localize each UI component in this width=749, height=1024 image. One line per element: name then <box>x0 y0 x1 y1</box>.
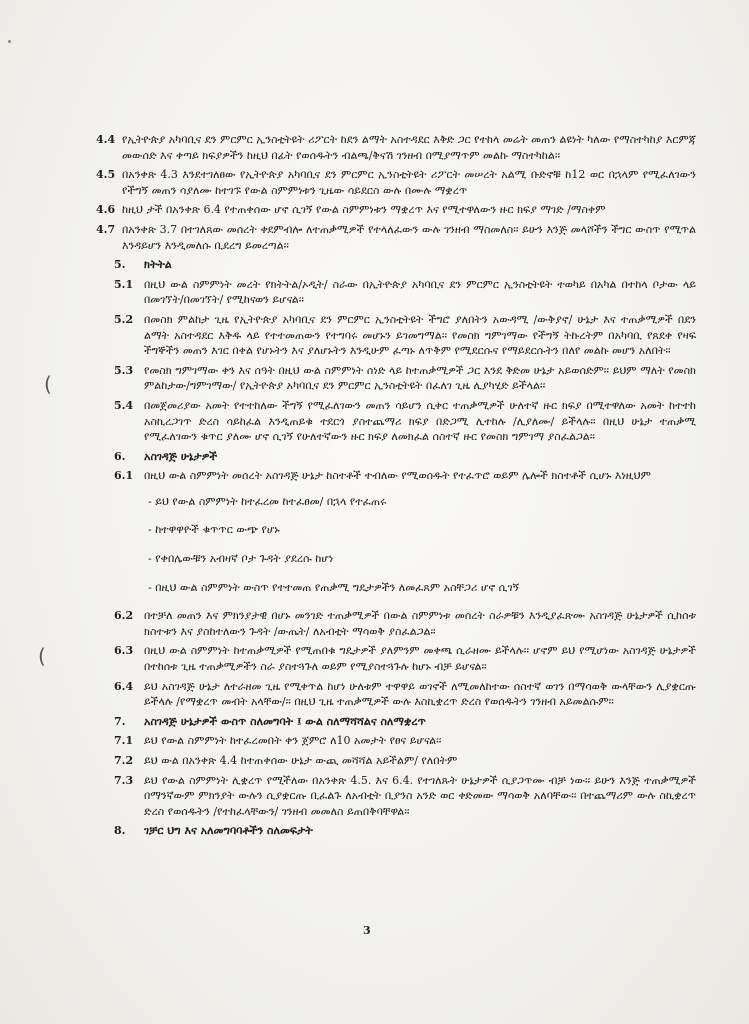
clause-4-5 <box>96 167 696 198</box>
page-number: 3 <box>363 924 371 937</box>
clause-text: ይህ ውል በአንቀጽ 4.4 ከተጠቀሰው ሁኔታ ውጪ መሻሻል አይችልም/ የለበትም <box>144 754 458 767</box>
clause-text: በመጀመሪያው አመት የተተከለው ችግኝ የሚፈለገውን መጠን ሳይሆን ሲቀር ተጠቃሚዎች ሁለተኛ ዙር ክፍያ በሚተዋለው አመት ከተተከ አስኪረጋገጥ ድረስ ሳይከፈል እንዲጠይቁ ተደርጎ ያስተጨማሪ ክፍያ በድጋሚ ሊተከሉ /ሊያለሙ/ ይችላሉ፡፡ በዚህ ሁኔታ ተጠቃሚ የሚፈለገውን ቁጥር ያለሙ ሆኖ ሲገኝ የሁለተኛውን ዙር ክፍያ ለመክፈል ሰስተኛ ዙር የመስክ ግምገማ ያስፈልጋል፡፡ <box>144 398 696 444</box>
clause-6 <box>96 449 696 465</box>
clause-text: ይህ የውል ስምምነት ሊቋረጥ የሚችለው በአንቀጽ 4.5. እና 6.4. የተገለጹት ሁኔታዎች ሲያጋጥሙ ብቻ ነው፡፡ ይሁን እንጅ ተጠቃሚዎች በማንኛውም ምክንያት ውሉን ሲያቋርጡ ቢፈልጉ ለአብቲት ቢያንስ አንድ ወር ቀድመው ማሳወቅ አለባቸው፡፡ በተጨማሪም ውሉ ስኪቋረጥ ድረስ የወሰዱትን /የተከፈላቸውን/ ገንዘብ መመለስ ይጠበቅባቸዋል፡፡ <box>144 773 696 818</box>
clause-6-3 <box>96 643 696 674</box>
clause-text: ክትትል <box>144 258 172 272</box>
scan-speck <box>8 40 11 43</box>
clause-text: ይህ የውል ስምምነት ከተፈረመበት ቀን ጀምሮ ለ10 አመታት የፀና ይሆናል፡፡ <box>144 734 442 748</box>
clause-text: በዚህ ውል ስምምነት መሰረት አስገዳጅ ሁኔታ ከስተቶች ተብለው የሚወሰዱት የተፈጥሮ ወይም ሌሎች ክስተቶች ሲሆኑ እነዚህም <box>144 469 651 483</box>
clause-7 <box>96 714 696 730</box>
clause-number: 4.4 <box>96 133 116 146</box>
clause-5 <box>96 257 696 273</box>
clause-text: በመስክ ምልከታ ጊዜ የኢትዮጵያ አካባቢና ደን ምርምር ኢንስቲትዩት ችግሮ ያለበትን አውዳሚ /ውቅያኖ/ ሁኔታ እና ተጠቃሚዎች በደን ልማት አስተዳደር እቅዱ ላይ የተተመጠውን የተግባሩ መሆኑን ይገመግማል፡፡ የመስክ ግምገማው የችግኝ ትኩረትም በአካባቢ የጸደቀ የዛፍ ችግኞችን መጠን እገር በቀል የሆኑትን እና ያለሆኑትን እንዲሁም ፈጣኑ ለጥቅም የሚደርሱና የማይደርሱትን በለየ መልኩ መሆን አለበት፡፡ <box>144 312 696 358</box>
clause-text: ይህ አስገዳጅ ሁኔታ ለተራዘመ ጊዜ የሚቀጥል ከሆነ ሁለቱም ተዋዋይ ወገኖች ለሚመለከተው ሰስተኛ ወገን በማሳወቅ ውላቸውን ሊያቋርጡ ይችላሉ /የማቋረጥ መብት አላቸው/፡፡ በዚህ ጊዜ ተጠቃሚዎች ውሉ እስኪቋረጥ ድረስ የወሰዱትን ገንዘብ አይመልሱም፡፡ <box>144 679 696 709</box>
clause-7-2 <box>96 753 696 769</box>
clause-text: የመስክ ግምገማው ቀን እና ሰዓት በዚህ ውል ስምምነት ሰነድ ላይ ከተጠቃሚዎች ጋር እንደ ቅድመ ሁኔታ አይወሰድም፡፡ ይህም ማለት የመስክ ምልከታው/ግምገማው/ የኢትዮጵያ አካባቢና ደን ምርምር ኢንስቲትዩት በፈለገ ጊዜ ሊያካሂድ ይችላል፡፡ <box>144 363 696 393</box>
clause-7-3 <box>96 773 696 820</box>
clause-5-2 <box>96 312 696 359</box>
margin-mark-2: ( <box>38 644 46 668</box>
clause-5-1 <box>96 277 696 308</box>
document-body <box>96 132 696 843</box>
clause-number: 6.2 <box>114 609 134 623</box>
clause-text: በአንቀጽ 3.7 በተገለጸው መሰረት ቀደምብሎ ለተጠቃሚዎች የተላለፈውን ውሉ ገንዘብ ማስመለስ፡፡ ይሁን እንጅ መላሾችን ችግር ውስጥ የሚጥል እንዳይሆን እንዲመለሱ ቢደረግ ይመረጣል፡፡ <box>122 222 696 252</box>
clause-4-7 <box>96 222 696 253</box>
clause-number: 4.6 <box>96 203 116 217</box>
clause-number: 6. <box>114 449 126 463</box>
clause-text: በዚህ ውል ስምምነት መረት የክትትል/ኦዲት/ ስራው በኢትዮጵያ አካባቢና ደን ምርምር ኢንስቲትዩት ተወካይ በአካል በተከላ ቦታው ላይ በመገኘት/በመገኘት/ የሚከናወን ይሆናል፡፡ <box>144 277 696 307</box>
clause-6-2 <box>96 608 696 639</box>
clause-number: 5.2 <box>114 312 134 326</box>
clause-text: የኢትዮጵያ አካባቢና ደን ምርምር ኢንስቲትዩት ሪፖርት ከደን ልማት አስተዳደር እቅድ ጋር የተከላ መሬት መጠን ልዩነት ካለው የማስተካከያ እርምጃ መውሰድ እና ቀጣይ ክፍያዎችን ከዚህ በፊት የወሰዱትን ብልጫ/ቅናሽ ገንዘብ በሚያማጥም መልኩ ማስተካከል፡፡ <box>122 133 696 162</box>
bullet-item: - የቀበሌውቹን አብዛኛ ቦታ ጉዳት ያደረሱ ከሆነ <box>148 552 334 566</box>
clause-number: 8. <box>114 824 126 838</box>
bullet-item: - በዚህ ውል ስምምነት ውስጥ የተተመጠ የጠቃሚ ግዴታዎችን ለመፈጸም አስቸጋሪ ሆኖ ሲገኝ <box>148 580 520 594</box>
clause-8 <box>96 823 696 839</box>
clause-number: 5.3 <box>114 363 134 377</box>
clause-number: 6.1 <box>114 469 134 483</box>
clause-6-4 <box>96 679 696 710</box>
clause-number: 5.4 <box>114 398 134 412</box>
clause-7-1 <box>96 733 696 749</box>
clause-number: 5.1 <box>114 277 134 291</box>
clause-text: አስገዳጅ ሁኔታዎች ውስጥ ስለመግባት ፤ ውል ስለማሻሻልና ስለማቋረጥ <box>144 714 426 728</box>
clause-text: ከዚህ ታች በአንቀጽ 6.4 የተጠቀሰው ሆኖ ሲገኝ የውል ስምምነቱን ማቋረጥ እና የሚተዋለውን ዙር ክፍያ ማገድ /ማስቀም <box>122 203 606 217</box>
clause-number: 4.7 <box>96 222 116 236</box>
clause-text: በተቻለ መጠን እና ምክንያታዊ በሆኑ መንገድ ተጠቃሚዎች በውል ስምምነቱ መሰረት ስራዎቹን እንዲያፈጽሙ አስገዳጅ ሁኔታዎች ሲከሰቱ ክስተቱን እና ያስከተለውን ጉዳት /ውጤት/ ለአብቲት ማሳወቅ ያስፈልጋል፡፡ <box>144 609 696 638</box>
bullet-item: - ከተዋዋዮች ቁጥጥር ውጭ የሆኑ <box>148 523 280 537</box>
clause-5-3 <box>96 363 696 394</box>
clause-number: 7.2 <box>114 754 134 767</box>
clause-number: 7.1 <box>114 734 134 748</box>
clause-6-1 <box>96 468 696 484</box>
clause-number: 4.5 <box>96 168 116 182</box>
clause-4-4 <box>96 132 696 163</box>
clause-number: 5. <box>114 258 126 272</box>
clause-5-4 <box>96 398 696 445</box>
margin-mark-1: ( <box>44 372 52 396</box>
clause-text: በአንቀጽ 4.3 እንደተገለፀው የኢትዮጵያ አካባቢና ደን ምርምር ኢንስቲትዩት ሪፖርት መሠረት አልሚ ቡድኖቹ ከ12 ወር በኋላም የሚፈለገውን የችግኝ መጠን ሳያለሙ ከተገኙ የውል ስምምነቱን ጊዜው ሳይደርስ ውሉ በሙሉ ማቋረጥ <box>122 168 696 197</box>
clause-4-6 <box>96 202 696 218</box>
clause-number: 7. <box>114 714 126 728</box>
clause-number: 6.4 <box>114 679 134 693</box>
bullet-item: - ይህ የውል ስምምነት ከተፈረመ ከተፈፀመ/ በኋላ የተፈጠሩ <box>148 494 387 508</box>
clause-number: 6.3 <box>114 644 134 658</box>
clause-text: ገቻር ህግ እና አለመግባባቶችን ስለመፍታት <box>144 824 313 838</box>
clause-text: አስገዳጅ ሁኔታዎች <box>144 449 218 463</box>
bullet-list <box>96 494 696 595</box>
clause-number: 7.3 <box>114 773 134 787</box>
clause-text: በዚህ ውል ስምምነት ከተጠቃሚዎች የሚጠበቁ ግዴታዎች ያለምንም መቀጫ ሲራዘሙ ይችላሉ፡፡ ሆኖም ይህ የሚሆነው አስገዳጅ ሁኔታዎች በተከሰቱ ጊዜ ተጠቃሚዎችን ስራ ያስተጓጉለ ወይም የሚያስተጓጉሉ ከሆኑ ብቻ ይሆናል፡፡ <box>144 644 696 674</box>
